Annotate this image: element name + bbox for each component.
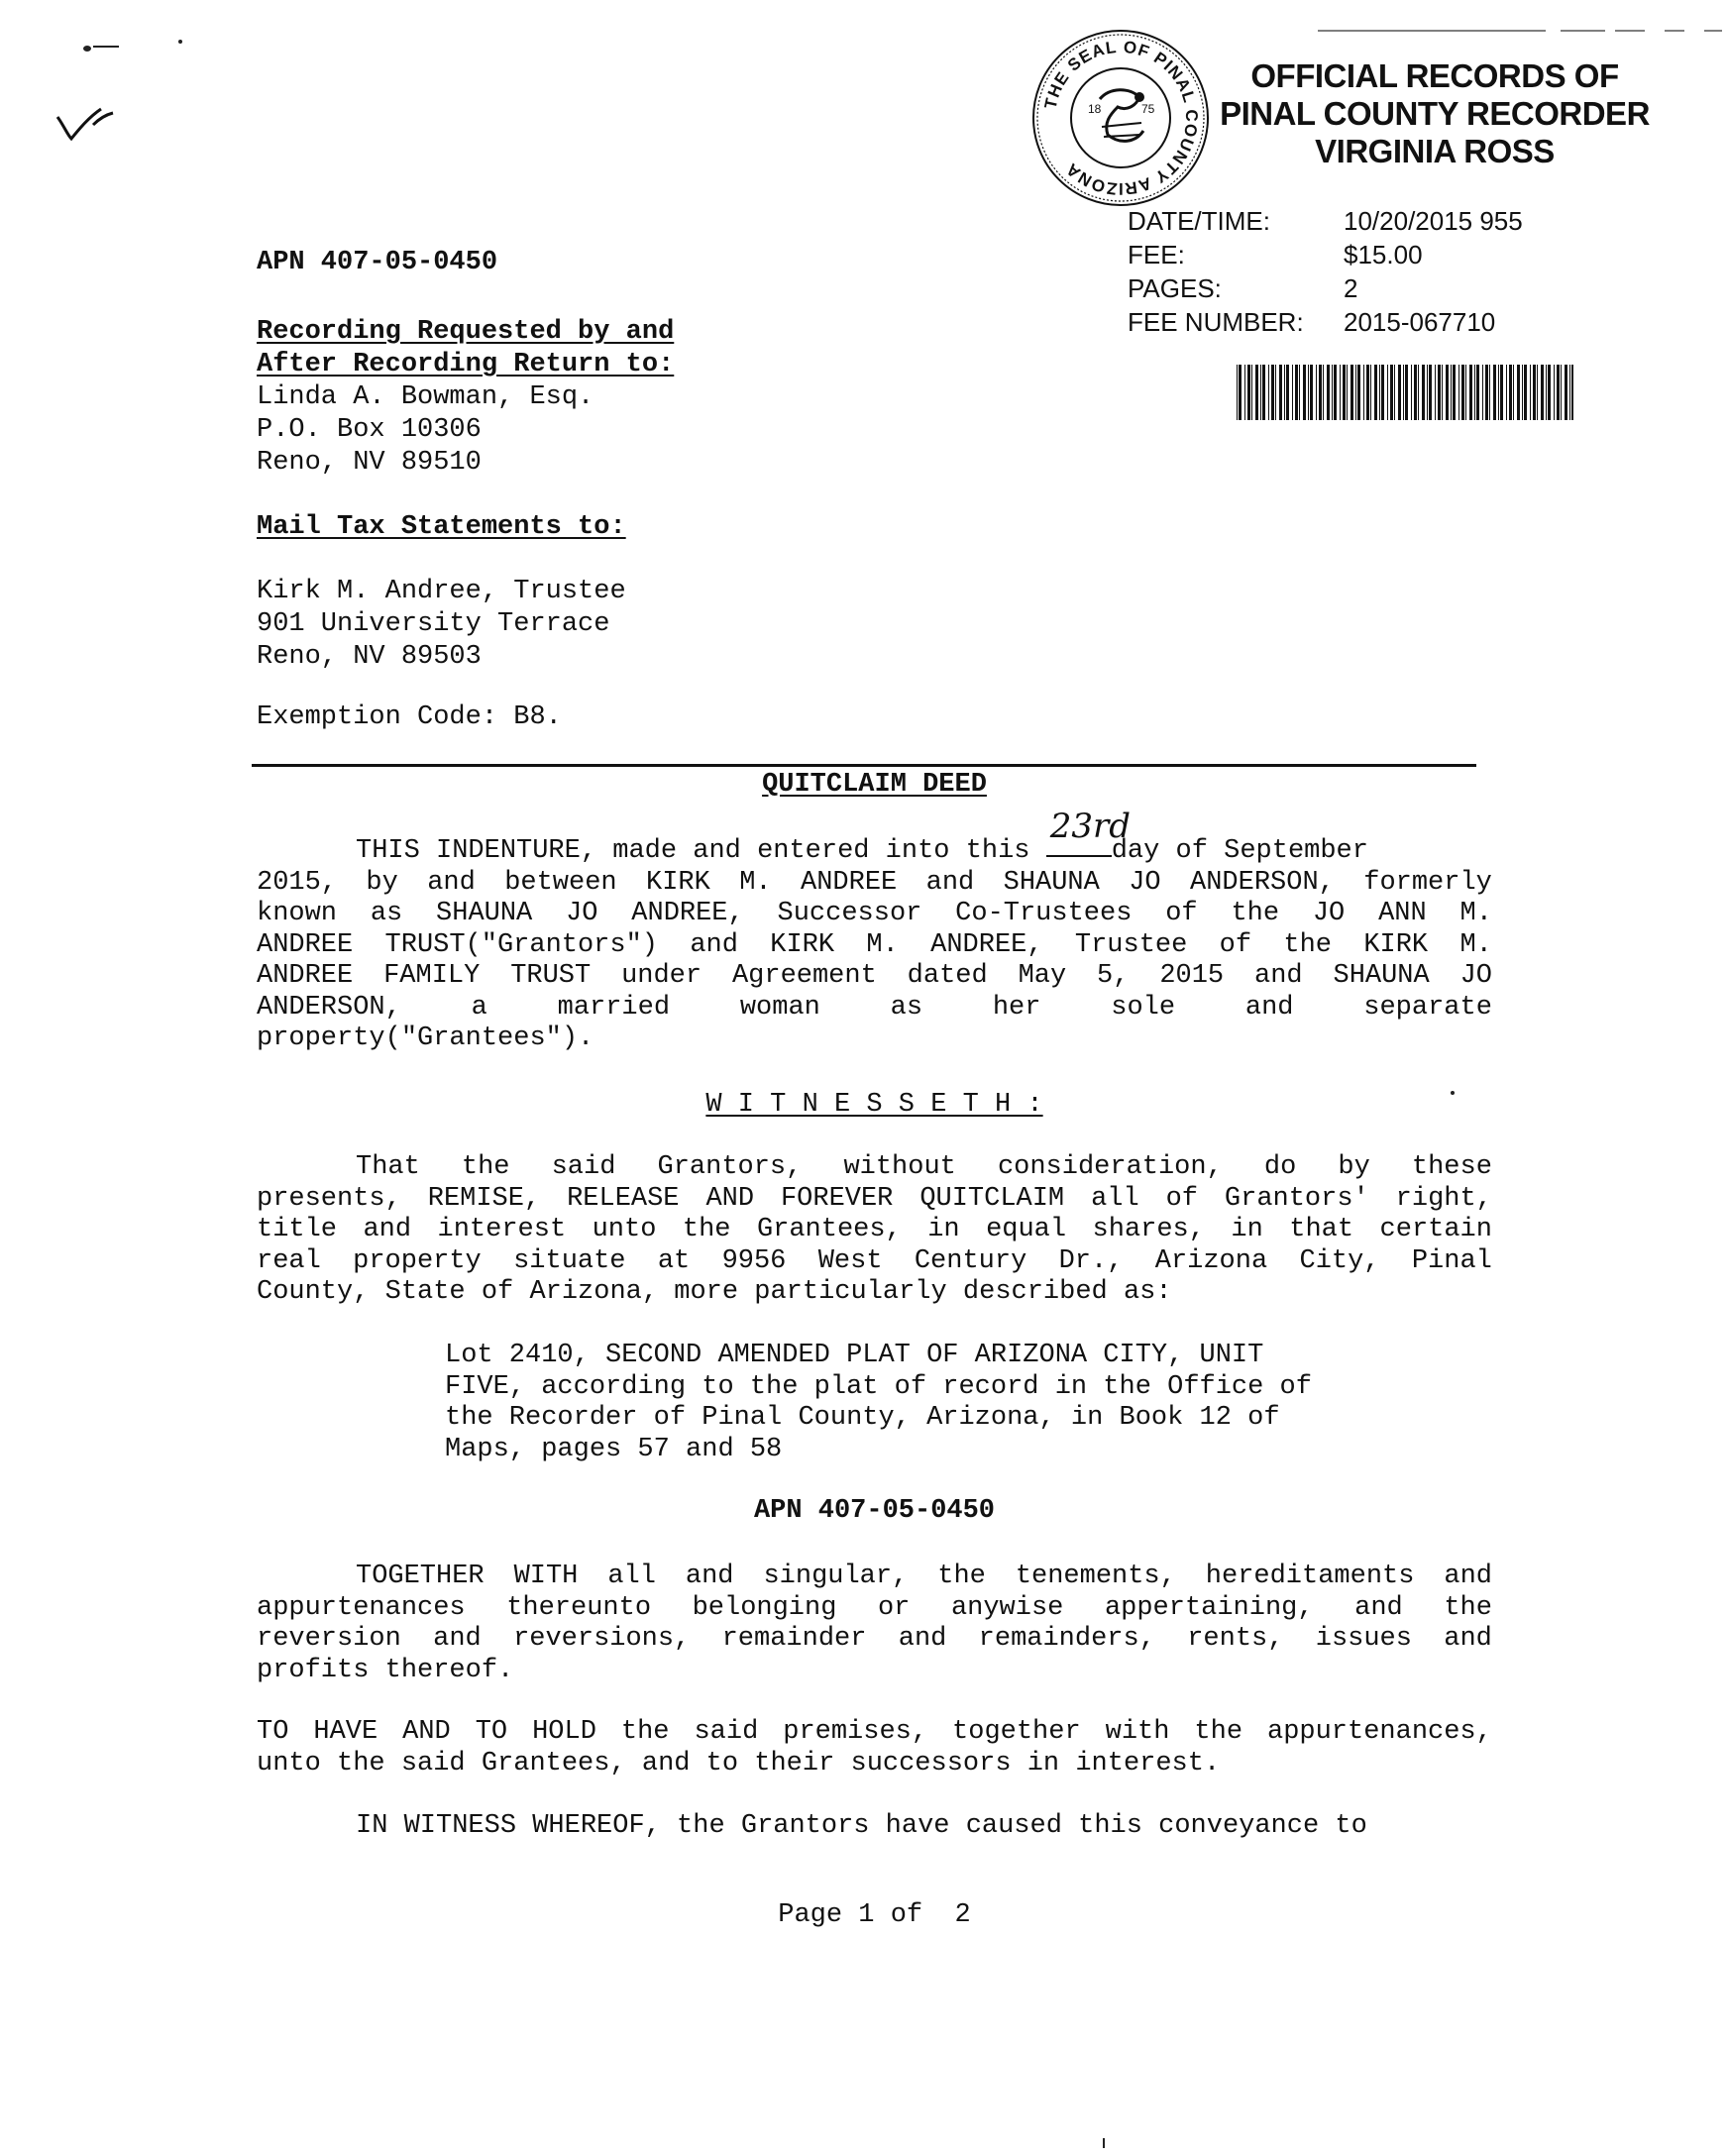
intro-last-line: property("Grantees"). — [257, 1024, 594, 1053]
barcode-bar — [1554, 365, 1555, 420]
barcode-bar — [1251, 365, 1252, 420]
witness-paragraph — [257, 1152, 1492, 1309]
barcode-bar — [1561, 365, 1562, 420]
deed-title: QUITCLAIM DEED — [762, 770, 987, 800]
barcode-bar — [1476, 365, 1479, 420]
recording-value: 2 — [1344, 273, 1358, 303]
barcode-bar — [1387, 365, 1388, 420]
svg-text:75: 75 — [1141, 102, 1155, 116]
intro-word: and — [1244, 992, 1294, 1023]
mail-address-line: 901 University Terrace — [257, 609, 610, 639]
handwritten-checkmark — [50, 95, 139, 145]
barcode-bar — [1323, 365, 1324, 420]
recorder-title-line: OFFICIAL RECORDS OF — [1250, 57, 1619, 94]
intro-text: day of September — [1111, 836, 1368, 866]
barcode-bar — [1292, 365, 1293, 420]
intro-line: known as SHAUNA JO ANDREE, Successor Co-Trustees of the JO ANN M. — [257, 899, 1492, 928]
barcode-bar — [1557, 365, 1560, 420]
mail-address-block — [257, 576, 626, 674]
return-address-line: Linda A. Bowman, Esq. — [257, 382, 594, 412]
habendum-line: unto the said Grantees, and to their successors in interest. — [257, 1748, 1221, 1779]
intro-word: married — [557, 992, 671, 1023]
intro-word: separate — [1363, 992, 1492, 1023]
barcode-bar — [1381, 365, 1384, 420]
mail-address-line: Kirk M. Andree, Trustee — [257, 577, 626, 606]
habendum-paragraph — [257, 1717, 1492, 1779]
barcode-bar — [1239, 365, 1242, 420]
intro-line: ANDREE FAMILY TRUST under Agreement dated May 5, 2015 and SHAUNA JO — [257, 961, 1492, 991]
intro-word: a — [471, 992, 487, 1023]
barcode-bar — [1513, 365, 1514, 420]
intro-line: 2015, by and between KIRK M. ANDREE and SHAUNA JO ANDERSON, formerly — [257, 867, 1492, 898]
barcode-bar — [1327, 365, 1330, 420]
divider — [252, 764, 1476, 767]
county-seal — [1030, 28, 1211, 208]
recording-label: DATE/TIME: — [1128, 206, 1270, 236]
barcode-bar — [1271, 365, 1274, 420]
barcode-bar — [1319, 365, 1322, 420]
witness-line: That the said Grantors, without consideration, do by these — [356, 1152, 1492, 1182]
recording-label: FEE: — [1128, 240, 1185, 270]
barcode-bar — [1332, 365, 1333, 420]
barcode-bar — [1363, 365, 1364, 420]
recording-value: 10/20/2015 955 — [1344, 206, 1523, 236]
return-to-heading: After Recording Return to: — [257, 350, 675, 379]
intro-word: woman — [739, 992, 820, 1023]
recorder-title-line: PINAL COUNTY RECORDER — [1220, 95, 1650, 132]
barcode-bar — [1255, 365, 1258, 420]
barcode-bar — [1286, 365, 1289, 420]
barcode-bar — [1299, 365, 1300, 420]
barcode-bar — [1569, 365, 1570, 420]
barcode-bar — [1310, 365, 1313, 420]
together-line: profits thereof. — [257, 1655, 514, 1685]
intro-lines — [257, 868, 1492, 993]
mail-tax-heading: Mail Tax Statements to: — [257, 512, 626, 542]
barcode-bar — [1474, 365, 1475, 420]
barcode-bar — [1303, 365, 1306, 420]
barcode-bar — [1422, 365, 1425, 420]
witness-line: presents, REMISE, RELEASE AND FOREVER QUITCLAIM all of Grantors' right, — [257, 1183, 1492, 1214]
barcode-bar — [1461, 365, 1464, 420]
page-number: Page 1 of 2 — [778, 1900, 971, 1930]
barcode-bar — [1379, 365, 1380, 420]
barcode-bar — [1284, 365, 1285, 420]
scan-speck — [1451, 1091, 1455, 1095]
witnesseth-heading: W I T N E S S E T H : — [705, 1090, 1043, 1120]
return-address-line: Reno, NV 89510 — [257, 448, 482, 478]
mail-address-line: Reno, NV 89503 — [257, 642, 482, 672]
barcode-bar — [1435, 365, 1436, 420]
barcode-bar — [1522, 365, 1523, 420]
barcode-bar — [1316, 365, 1317, 420]
handwritten-day: 23rd — [1049, 807, 1131, 846]
barcode-bar — [1414, 365, 1417, 420]
barcode-bar — [1530, 365, 1531, 420]
barcode-bar — [1347, 365, 1348, 420]
barcode-bar — [1244, 365, 1245, 420]
barcode-bar — [1451, 365, 1452, 420]
apn-center: APN 407-05-0450 — [753, 1496, 996, 1526]
barcode-bar — [1398, 365, 1401, 420]
scan-lines — [1288, 28, 1724, 38]
barcode-bar — [1571, 365, 1573, 420]
barcode-bar — [1427, 365, 1428, 420]
barcode-bar — [1465, 365, 1466, 420]
intro-word: sole — [1111, 992, 1176, 1023]
intro-text: THIS INDENTURE, made and entered into this — [356, 836, 1030, 866]
barcode-bar — [1524, 365, 1527, 420]
margin-marks — [83, 38, 182, 57]
barcode-bar — [1533, 365, 1536, 420]
barcode-bar — [1340, 365, 1341, 420]
recording-row-pages — [1128, 271, 1523, 305]
barcode-bar — [1548, 365, 1551, 420]
barcode-bar — [1537, 365, 1538, 420]
barcode-bar — [1418, 365, 1419, 420]
barcode-bar — [1500, 365, 1503, 420]
intro-word: as — [890, 992, 923, 1023]
recording-row-fee-number — [1128, 305, 1523, 339]
in-witness-whereof: IN WITNESS WHEREOF, the Grantors have caused this conveyance to — [356, 1811, 1367, 1841]
recording-value: $15.00 — [1344, 240, 1423, 270]
barcode-bar — [1374, 365, 1377, 420]
intro-first-line — [257, 807, 1492, 868]
barcode-bar — [1308, 365, 1309, 420]
barcode-bar — [1506, 365, 1507, 420]
return-address-line: P.O. Box 10306 — [257, 415, 482, 445]
barcode-bar — [1453, 365, 1456, 420]
intro-line: ANDREE TRUST("Grantors") and KIRK M. ANDREE, Trustee of the KIRK M. — [257, 929, 1492, 960]
legal-line: Lot 2410, SECOND AMENDED PLAT OF ARIZONA CITY, UNIT — [445, 1341, 1264, 1370]
together-line: appurtenances thereunto belonging or anywise appertaining, and the — [257, 1592, 1492, 1623]
recording-row-datetime — [1128, 204, 1523, 238]
barcode-bar — [1469, 365, 1472, 420]
barcode-bar — [1517, 365, 1520, 420]
barcode-bar — [1493, 365, 1496, 420]
barcode-bar — [1334, 365, 1337, 420]
recording-requested-heading: Recording Requested by and — [257, 317, 675, 347]
barcode-bar — [1405, 365, 1408, 420]
return-block — [257, 316, 674, 480]
barcode-bar — [1498, 365, 1499, 420]
barcode-bar — [1509, 365, 1512, 420]
witness-line: County, State of Arizona, more particularly described as: — [257, 1277, 1172, 1307]
habendum-line: TO HAVE AND TO HOLD the said premises, together with the appurtenances, — [257, 1717, 1492, 1747]
intro-word: ANDERSON, — [257, 992, 401, 1023]
barcode-bar — [1343, 365, 1346, 420]
recording-value: 2015-067710 — [1344, 307, 1496, 337]
barcode-bar — [1355, 365, 1356, 420]
barcode — [1237, 365, 1573, 420]
recorder-title-line: VIRGINIA ROSS — [1315, 133, 1555, 169]
barcode-bar — [1357, 365, 1360, 420]
legal-line: FIVE, according to the plat of record in the Office of — [445, 1371, 1312, 1402]
barcode-bar — [1438, 365, 1441, 420]
barcode-bar — [1247, 365, 1250, 420]
barcode-bar — [1394, 365, 1395, 420]
together-paragraph — [257, 1562, 1492, 1686]
witness-line: real property situate at 9956 West Century Dr., Arizona City, Pinal — [257, 1245, 1492, 1276]
exemption-code: Exemption Code: B8. — [257, 702, 562, 732]
recording-label: FEE NUMBER: — [1128, 307, 1304, 337]
barcode-bar — [1370, 365, 1371, 420]
legal-line: the Recorder of Pinal County, Arizona, in Book 12 of — [445, 1403, 1280, 1433]
barcode-bar — [1237, 365, 1238, 420]
barcode-bar — [1411, 365, 1412, 420]
barcode-bar — [1260, 365, 1261, 420]
witness-line: title and interest unto the Grantees, in equal shares, in that certain — [257, 1215, 1492, 1244]
recording-label: PAGES: — [1128, 273, 1222, 303]
barcode-bar — [1390, 365, 1393, 420]
intro-word: her — [992, 992, 1041, 1023]
barcode-bar — [1268, 365, 1269, 420]
intro-spread-line — [257, 993, 1492, 1024]
barcode-bar — [1262, 365, 1265, 420]
barcode-bar — [1350, 365, 1353, 420]
together-line: TOGETHER WITH all and singular, the tenements, hereditaments and — [356, 1562, 1492, 1591]
barcode-bar — [1366, 365, 1369, 420]
date-blank — [1046, 807, 1131, 857]
barcode-bar — [1485, 365, 1488, 420]
legal-description — [445, 1341, 1396, 1465]
together-line: reversion and reversions, remainder and remainders, rents, issues and — [257, 1624, 1492, 1654]
barcode-bar — [1541, 365, 1544, 420]
barcode-bar — [1546, 365, 1547, 420]
intro-paragraph — [257, 807, 1492, 1055]
barcode-bar — [1442, 365, 1443, 420]
recording-row-fee — [1128, 238, 1523, 271]
barcode-bar — [1295, 365, 1298, 420]
svg-text:18: 18 — [1088, 102, 1102, 116]
barcode-bar — [1275, 365, 1276, 420]
recording-info — [1128, 204, 1523, 339]
scan-speck — [1103, 2138, 1105, 2148]
barcode-bar — [1279, 365, 1282, 420]
barcode-bar — [1403, 365, 1404, 420]
apn-header: APN 407-05-0450 — [257, 248, 498, 277]
legal-line: Maps, pages 57 and 58 — [445, 1434, 783, 1464]
barcode-bar — [1446, 365, 1449, 420]
svg-text:THE SEAL OF PINAL COUNTY ARIZO: THE SEAL OF PINAL COUNTY ARIZONA — [1040, 37, 1202, 199]
barcode-bar — [1429, 365, 1432, 420]
barcode-bar — [1489, 365, 1490, 420]
barcode-bar — [1482, 365, 1483, 420]
barcode-bar — [1565, 365, 1567, 420]
recorder-title — [1217, 57, 1653, 170]
barcode-bar — [1458, 365, 1459, 420]
